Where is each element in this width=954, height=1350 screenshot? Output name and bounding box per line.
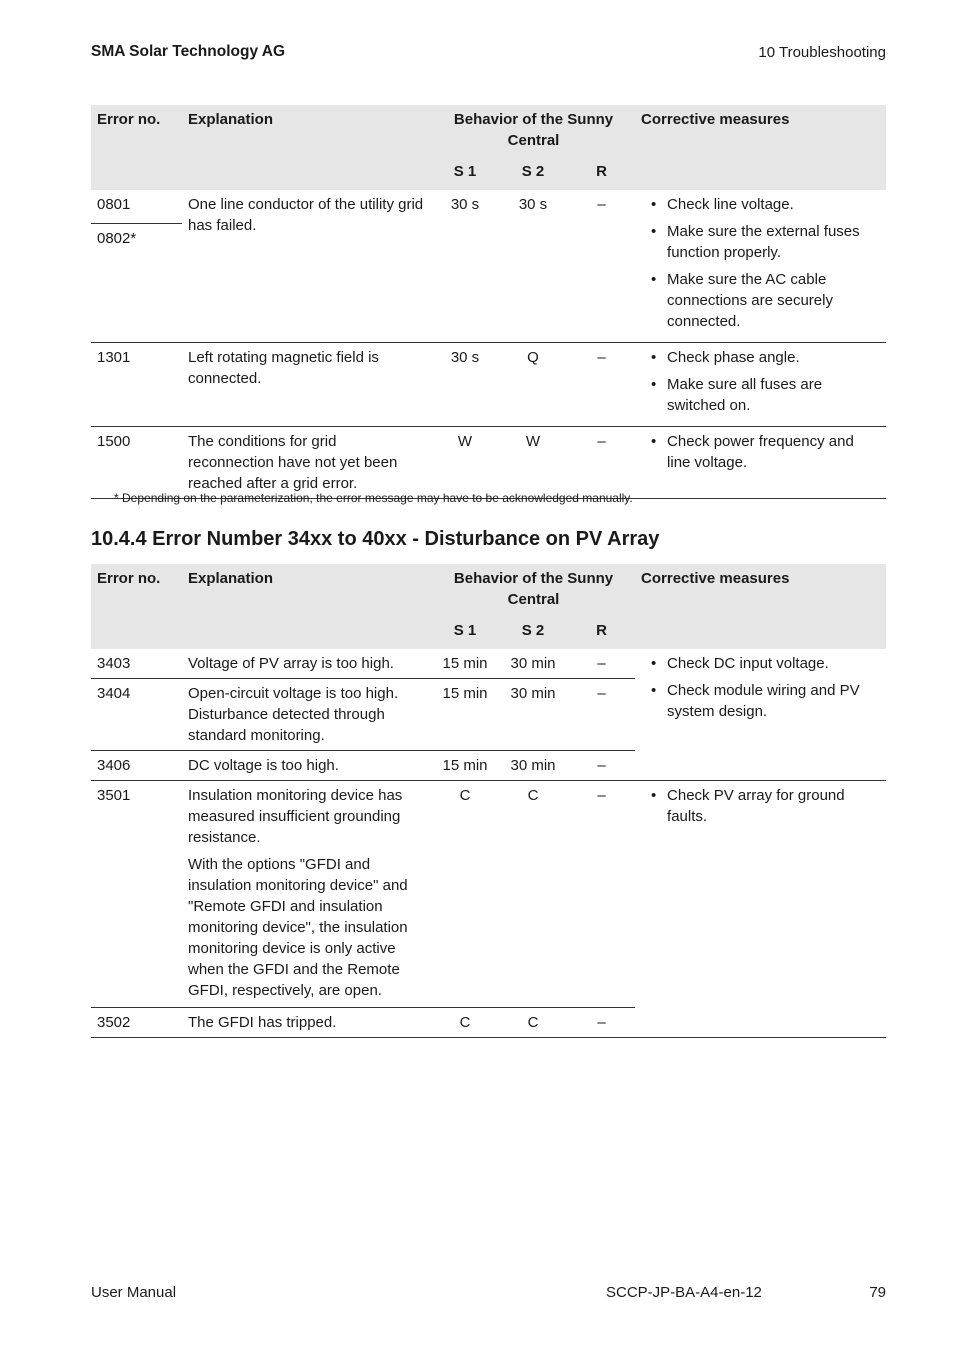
error-table-pv-array xyxy=(91,564,886,1038)
s1-cell: C xyxy=(432,1008,498,1038)
error-code: 3403 xyxy=(91,649,182,679)
section-heading: 10.4.4 Error Number 34xx to 40xx - Disturbance on PV Array xyxy=(91,528,660,550)
measure-item: • Make sure all fuses are switched on. xyxy=(641,374,880,416)
col-header-r: R xyxy=(568,157,635,190)
s2-cell: 30 s xyxy=(498,190,568,343)
s1-cell: 15 min xyxy=(432,679,498,751)
r-cell: – xyxy=(568,649,635,679)
measure-item: • Make sure the AC cable connections are securely connected. xyxy=(641,269,880,332)
error-code: 0801 xyxy=(91,190,182,224)
error-code: 1301 xyxy=(91,343,182,427)
corrective-cell xyxy=(635,343,886,427)
explanation-cell: Left rotating magnetic field is connected. xyxy=(182,343,432,427)
explanation-cell xyxy=(182,781,432,1008)
corrective-cell xyxy=(635,649,886,781)
table-row xyxy=(91,781,886,1008)
measure-item: • Check PV array for ground faults. xyxy=(641,785,880,827)
explanation-cell: DC voltage is too high. xyxy=(182,751,432,781)
explanation-text: Insulation monitoring device has measured insufficient grounding resistance. xyxy=(188,787,403,846)
s1-cell: 15 min xyxy=(432,649,498,679)
company-name: SMA Solar Technology AG xyxy=(91,43,286,60)
s2-cell: 30 min xyxy=(498,679,568,751)
table-row xyxy=(91,190,886,224)
s1-cell: W xyxy=(432,427,498,499)
col-header-error-no: Error no. xyxy=(91,564,182,649)
col-header-s1: S 1 xyxy=(432,157,498,190)
measure-item: • Check power frequency and line voltage. xyxy=(641,431,880,473)
corrective-cell xyxy=(635,427,886,499)
s2-cell: Q xyxy=(498,343,568,427)
table-row xyxy=(91,343,886,427)
s1-cell: 30 s xyxy=(432,343,498,427)
r-cell: – xyxy=(568,781,635,1008)
error-code: 3406 xyxy=(91,751,182,781)
measure-item: • Check module wiring and PV system design. xyxy=(641,680,880,722)
col-header-error-no: Error no. xyxy=(91,105,182,190)
measure-item: • Check DC input voltage. xyxy=(641,653,880,674)
s2-cell: C xyxy=(498,781,568,1008)
corrective-cell xyxy=(635,781,886,1038)
col-header-s2: S 2 xyxy=(498,616,568,649)
error-table-grid xyxy=(91,105,886,499)
chapter-title: 10 Troubleshooting xyxy=(758,44,886,61)
r-cell: – xyxy=(568,190,635,343)
r-cell: – xyxy=(568,751,635,781)
col-header-explanation: Explanation xyxy=(182,105,432,190)
corrective-cell xyxy=(635,190,886,343)
error-code: 1500 xyxy=(91,427,182,499)
s1-cell: 15 min xyxy=(432,751,498,781)
page-number: 79 xyxy=(869,1284,886,1301)
explanation-cell: One line conductor of the utility grid has failed. xyxy=(182,190,432,343)
measure-item: • Make sure the external fuses function properly. xyxy=(641,221,880,263)
col-header-r: R xyxy=(568,616,635,649)
footer-doc-type: User Manual xyxy=(91,1284,177,1301)
explanation-cell: Open-circuit voltage is too high. Disturbance detected through standard monitoring. xyxy=(182,679,432,751)
col-header-s1: S 1 xyxy=(432,616,498,649)
col-header-corrective: Corrective measures xyxy=(635,105,886,190)
s2-cell: 30 min xyxy=(498,751,568,781)
explanation-cell: The conditions for grid reconnection have not yet been reached after a grid error. xyxy=(182,427,432,499)
measure-item: • Check phase angle. xyxy=(641,347,880,368)
table-row xyxy=(91,649,886,679)
footer-doc-id: SCCP-JP-BA-A4-en-12 xyxy=(606,1284,762,1301)
s2-cell: 30 min xyxy=(498,649,568,679)
measure-item: • Check line voltage. xyxy=(641,194,880,215)
s1-cell: 30 s xyxy=(432,190,498,343)
s1-cell: C xyxy=(432,781,498,1008)
r-cell: – xyxy=(568,427,635,499)
col-header-behavior: Behavior of the Sunny Central xyxy=(432,564,635,616)
col-header-behavior: Behavior of the Sunny Central xyxy=(432,105,635,157)
r-cell: – xyxy=(568,1008,635,1038)
explanation-cell: Voltage of PV array is too high. xyxy=(182,649,432,679)
error-code: 3502 xyxy=(91,1008,182,1038)
error-code: 3501 xyxy=(91,781,182,1008)
col-header-corrective: Corrective measures xyxy=(635,564,886,649)
error-code: 3404 xyxy=(91,679,182,751)
error-code: 0802* xyxy=(91,224,182,343)
col-header-explanation: Explanation xyxy=(182,564,432,649)
explanation-note: With the options "GFDI and insulation monitoring device" and "Remote GFDI and insulation monitoring device", the insulation monitoring device is only active when the GFDI and the Remote GFDI, respectively, are open. xyxy=(188,856,408,999)
s2-cell: W xyxy=(498,427,568,499)
explanation-cell: The GFDI has tripped. xyxy=(182,1008,432,1038)
table-footnote: * Depending on the parameterization, the error message may have to be acknowledged manually. xyxy=(114,491,633,505)
r-cell: – xyxy=(568,679,635,751)
table-row xyxy=(91,427,886,499)
r-cell: – xyxy=(568,343,635,427)
col-header-s2: S 2 xyxy=(498,157,568,190)
s2-cell: C xyxy=(498,1008,568,1038)
